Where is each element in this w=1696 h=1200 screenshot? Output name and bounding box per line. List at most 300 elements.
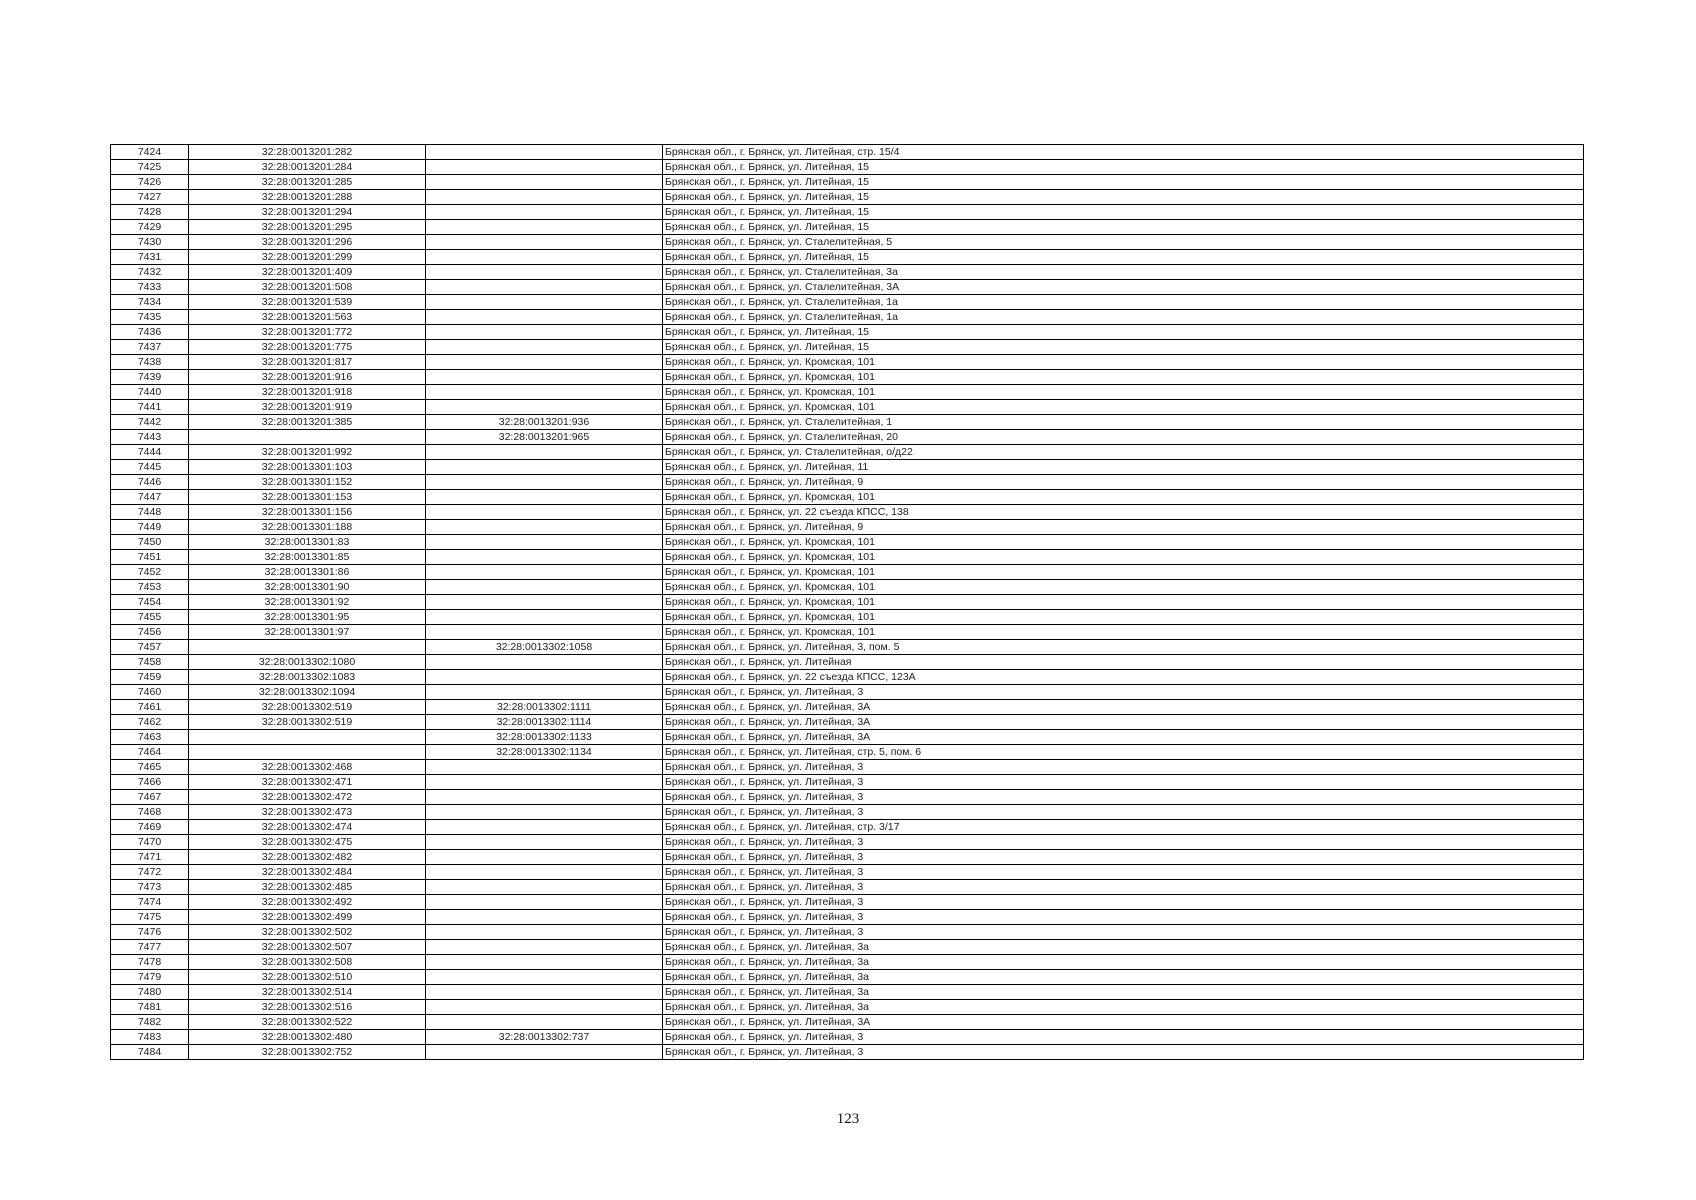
cadastral-number-cell: 32:28:0013201:285 <box>189 175 426 190</box>
related-cadastral-number-cell <box>426 655 663 670</box>
cadastral-number-cell: 32:28:0013201:916 <box>189 370 426 385</box>
cadastral-number-cell: 32:28:0013201:775 <box>189 340 426 355</box>
row-number-cell: 7451 <box>111 550 189 565</box>
page-number: 123 <box>836 1111 860 1127</box>
cadastral-number-cell: 32:28:0013302:507 <box>189 940 426 955</box>
cadastral-number-cell: 32:28:0013201:296 <box>189 235 426 250</box>
address-cell: Брянская обл., г. Брянск, ул. Сталелитейная, 3А <box>663 280 1584 295</box>
table-row <box>111 670 1584 685</box>
related-cadastral-number-cell: 32:28:0013201:936 <box>426 415 663 430</box>
address-cell: Брянская обл., г. Брянск, ул. Литейная, 3 <box>663 775 1584 790</box>
related-cadastral-number-cell <box>426 355 663 370</box>
related-cadastral-number-cell <box>426 520 663 535</box>
registry-table <box>110 144 1584 1060</box>
cadastral-number-cell: 32:28:0013201:918 <box>189 385 426 400</box>
address-cell: Брянская обл., г. Брянск, ул. Литейная, 15 <box>663 325 1584 340</box>
address-cell: Брянская обл., г. Брянск, ул. Литейная, 3а <box>663 970 1584 985</box>
table-row <box>111 925 1584 940</box>
table-row <box>111 445 1584 460</box>
row-number-cell: 7431 <box>111 250 189 265</box>
related-cadastral-number-cell <box>426 400 663 415</box>
cadastral-number-cell: 32:28:0013302:480 <box>189 1030 426 1045</box>
cadastral-number-cell: 32:28:0013302:485 <box>189 880 426 895</box>
row-number-cell: 7484 <box>111 1045 189 1060</box>
table-row <box>111 880 1584 895</box>
row-number-cell: 7443 <box>111 430 189 445</box>
table-row <box>111 805 1584 820</box>
address-cell: Брянская обл., г. Брянск, ул. Сталелитейная, 5 <box>663 235 1584 250</box>
related-cadastral-number-cell <box>426 580 663 595</box>
table-row <box>111 655 1584 670</box>
row-number-cell: 7439 <box>111 370 189 385</box>
table-row <box>111 700 1584 715</box>
address-cell: Брянская обл., г. Брянск, ул. Литейная, 3а <box>663 940 1584 955</box>
related-cadastral-number-cell <box>426 940 663 955</box>
cadastral-number-cell: 32:28:0013201:294 <box>189 205 426 220</box>
table-row <box>111 265 1584 280</box>
table-row <box>111 850 1584 865</box>
table-row <box>111 520 1584 535</box>
table-row <box>111 355 1584 370</box>
cadastral-number-cell: 32:28:0013301:85 <box>189 550 426 565</box>
related-cadastral-number-cell <box>426 670 663 685</box>
address-cell: Брянская обл., г. Брянск, ул. Литейная, 3 <box>663 850 1584 865</box>
row-number-cell: 7455 <box>111 610 189 625</box>
related-cadastral-number-cell <box>426 220 663 235</box>
related-cadastral-number-cell <box>426 985 663 1000</box>
row-number-cell: 7483 <box>111 1030 189 1045</box>
address-cell: Брянская обл., г. Брянск, ул. Литейная, 15 <box>663 340 1584 355</box>
related-cadastral-number-cell <box>426 175 663 190</box>
row-number-cell: 7476 <box>111 925 189 940</box>
related-cadastral-number-cell <box>426 775 663 790</box>
table-row <box>111 1000 1584 1015</box>
table-row <box>111 235 1584 250</box>
table-row <box>111 775 1584 790</box>
address-cell: Брянская обл., г. Брянск, ул. Литейная, 3 <box>663 805 1584 820</box>
row-number-cell: 7427 <box>111 190 189 205</box>
related-cadastral-number-cell <box>426 295 663 310</box>
address-cell: Брянская обл., г. Брянск, ул. Кромская, 101 <box>663 385 1584 400</box>
related-cadastral-number-cell <box>426 910 663 925</box>
related-cadastral-number-cell <box>426 955 663 970</box>
row-number-cell: 7436 <box>111 325 189 340</box>
related-cadastral-number-cell <box>426 1000 663 1015</box>
table-row <box>111 490 1584 505</box>
row-number-cell: 7468 <box>111 805 189 820</box>
cadastral-number-cell: 32:28:0013201:282 <box>189 145 426 160</box>
row-number-cell: 7441 <box>111 400 189 415</box>
row-number-cell: 7429 <box>111 220 189 235</box>
row-number-cell: 7473 <box>111 880 189 895</box>
row-number-cell: 7448 <box>111 505 189 520</box>
row-number-cell: 7452 <box>111 565 189 580</box>
address-cell: Брянская обл., г. Брянск, ул. Сталелитейная, 3а <box>663 265 1584 280</box>
table-row <box>111 1045 1584 1060</box>
row-number-cell: 7432 <box>111 265 189 280</box>
related-cadastral-number-cell <box>426 610 663 625</box>
address-cell: Брянская обл., г. Брянск, ул. Литейная, 9 <box>663 475 1584 490</box>
row-number-cell: 7453 <box>111 580 189 595</box>
row-number-cell: 7465 <box>111 760 189 775</box>
cadastral-number-cell: 32:28:0013201:288 <box>189 190 426 205</box>
related-cadastral-number-cell <box>426 895 663 910</box>
row-number-cell: 7467 <box>111 790 189 805</box>
related-cadastral-number-cell <box>426 835 663 850</box>
row-number-cell: 7442 <box>111 415 189 430</box>
row-number-cell: 7474 <box>111 895 189 910</box>
related-cadastral-number-cell: 32:28:0013302:1111 <box>426 700 663 715</box>
address-cell: Брянская обл., г. Брянск, ул. Литейная, стр. 3/17 <box>663 820 1584 835</box>
address-cell: Брянская обл., г. Брянск, ул. Литейная, 3а <box>663 955 1584 970</box>
table-row <box>111 820 1584 835</box>
address-cell: Брянская обл., г. Брянск, ул. Литейная, 3 <box>663 910 1584 925</box>
table-row <box>111 565 1584 580</box>
address-cell: Брянская обл., г. Брянск, ул. Сталелитейная, 1а <box>663 310 1584 325</box>
related-cadastral-number-cell <box>426 1015 663 1030</box>
cadastral-number-cell: 32:28:0013302:492 <box>189 895 426 910</box>
cadastral-number-cell: 32:28:0013302:752 <box>189 1045 426 1060</box>
table-row <box>111 415 1584 430</box>
address-cell: Брянская обл., г. Брянск, ул. Кромская, 101 <box>663 565 1584 580</box>
cadastral-number-cell <box>189 745 426 760</box>
table-row <box>111 745 1584 760</box>
related-cadastral-number-cell: 32:28:0013302:1134 <box>426 745 663 760</box>
related-cadastral-number-cell <box>426 145 663 160</box>
address-cell: Брянская обл., г. Брянск, ул. Сталелитейная, 1 <box>663 415 1584 430</box>
related-cadastral-number-cell <box>426 595 663 610</box>
row-number-cell: 7444 <box>111 445 189 460</box>
address-cell: Брянская обл., г. Брянск, ул. Литейная, стр. 15/4 <box>663 145 1584 160</box>
related-cadastral-number-cell: 32:28:0013302:737 <box>426 1030 663 1045</box>
related-cadastral-number-cell <box>426 325 663 340</box>
cadastral-number-cell: 32:28:0013201:295 <box>189 220 426 235</box>
address-cell: Брянская обл., г. Брянск, ул. Литейная, 15 <box>663 250 1584 265</box>
cadastral-number-cell: 32:28:0013201:772 <box>189 325 426 340</box>
address-cell: Брянская обл., г. Брянск, ул. Литейная, 3 <box>663 835 1584 850</box>
related-cadastral-number-cell <box>426 490 663 505</box>
address-cell: Брянская обл., г. Брянск, ул. Литейная, 3 <box>663 895 1584 910</box>
cadastral-number-cell: 32:28:0013302:472 <box>189 790 426 805</box>
row-number-cell: 7450 <box>111 535 189 550</box>
address-cell: Брянская обл., г. Брянск, ул. Литейная, 15 <box>663 175 1584 190</box>
related-cadastral-number-cell <box>426 850 663 865</box>
address-cell: Брянская обл., г. Брянск, ул. Сталелитейная, 20 <box>663 430 1584 445</box>
row-number-cell: 7477 <box>111 940 189 955</box>
cadastral-number-cell: 32:28:0013302:468 <box>189 760 426 775</box>
cadastral-number-cell: 32:28:0013201:284 <box>189 160 426 175</box>
table-row <box>111 640 1584 655</box>
address-cell: Брянская обл., г. Брянск, ул. 22 съезда КПСС, 138 <box>663 505 1584 520</box>
address-cell: Брянская обл., г. Брянск, ул. Литейная, 3, пом. 5 <box>663 640 1584 655</box>
cadastral-number-cell: 32:28:0013201:539 <box>189 295 426 310</box>
table-row <box>111 1030 1584 1045</box>
table-row <box>111 310 1584 325</box>
related-cadastral-number-cell <box>426 865 663 880</box>
related-cadastral-number-cell: 32:28:0013302:1133 <box>426 730 663 745</box>
cadastral-number-cell: 32:28:0013302:473 <box>189 805 426 820</box>
cadastral-number-cell: 32:28:0013302:510 <box>189 970 426 985</box>
table-row <box>111 625 1584 640</box>
row-number-cell: 7446 <box>111 475 189 490</box>
table-row <box>111 190 1584 205</box>
row-number-cell: 7481 <box>111 1000 189 1015</box>
table-row <box>111 220 1584 235</box>
table-row <box>111 145 1584 160</box>
cadastral-number-cell: 32:28:0013302:514 <box>189 985 426 1000</box>
cadastral-number-cell: 32:28:0013201:409 <box>189 265 426 280</box>
related-cadastral-number-cell <box>426 565 663 580</box>
related-cadastral-number-cell <box>426 385 663 400</box>
table-row <box>111 325 1584 340</box>
related-cadastral-number-cell <box>426 625 663 640</box>
related-cadastral-number-cell <box>426 340 663 355</box>
row-number-cell: 7433 <box>111 280 189 295</box>
address-cell: Брянская обл., г. Брянск, ул. Кромская, 101 <box>663 625 1584 640</box>
row-number-cell: 7425 <box>111 160 189 175</box>
row-number-cell: 7437 <box>111 340 189 355</box>
address-cell: Брянская обл., г. Брянск, ул. Литейная, 9 <box>663 520 1584 535</box>
table-row <box>111 895 1584 910</box>
address-cell: Брянская обл., г. Брянск, ул. Сталелитейная, о/д22 <box>663 445 1584 460</box>
related-cadastral-number-cell <box>426 805 663 820</box>
row-number-cell: 7434 <box>111 295 189 310</box>
address-cell: Брянская обл., г. Брянск, ул. Кромская, 101 <box>663 535 1584 550</box>
cadastral-number-cell <box>189 430 426 445</box>
table-row <box>111 940 1584 955</box>
row-number-cell: 7469 <box>111 820 189 835</box>
address-cell: Брянская обл., г. Брянск, ул. Литейная, 3а <box>663 1000 1584 1015</box>
related-cadastral-number-cell <box>426 460 663 475</box>
address-cell: Брянская обл., г. Брянск, ул. Литейная, 3А <box>663 730 1584 745</box>
cadastral-number-cell: 32:28:0013301:90 <box>189 580 426 595</box>
cadastral-number-cell: 32:28:0013302:1080 <box>189 655 426 670</box>
address-cell: Брянская обл., г. Брянск, ул. Литейная, 3а <box>663 985 1584 1000</box>
cadastral-number-cell: 32:28:0013301:83 <box>189 535 426 550</box>
cadastral-number-cell: 32:28:0013301:152 <box>189 475 426 490</box>
related-cadastral-number-cell <box>426 205 663 220</box>
row-number-cell: 7475 <box>111 910 189 925</box>
address-cell: Брянская обл., г. Брянск, ул. Литейная, стр. 5, пом. 6 <box>663 745 1584 760</box>
cadastral-number-cell: 32:28:0013301:92 <box>189 595 426 610</box>
cadastral-number-cell: 32:28:0013302:519 <box>189 715 426 730</box>
row-number-cell: 7440 <box>111 385 189 400</box>
address-cell: Брянская обл., г. Брянск, ул. Кромская, 101 <box>663 370 1584 385</box>
table-row <box>111 1015 1584 1030</box>
related-cadastral-number-cell <box>426 505 663 520</box>
table-row <box>111 970 1584 985</box>
related-cadastral-number-cell <box>426 160 663 175</box>
row-number-cell: 7428 <box>111 205 189 220</box>
address-cell: Брянская обл., г. Брянск, ул. Литейная, 3А <box>663 715 1584 730</box>
related-cadastral-number-cell <box>426 190 663 205</box>
address-cell: Брянская обл., г. Брянск, ул. Литейная, 3А <box>663 700 1584 715</box>
row-number-cell: 7435 <box>111 310 189 325</box>
row-number-cell: 7430 <box>111 235 189 250</box>
table-row <box>111 595 1584 610</box>
cadastral-number-cell: 32:28:0013201:385 <box>189 415 426 430</box>
address-cell: Брянская обл., г. Брянск, ул. Сталелитейная, 1а <box>663 295 1584 310</box>
row-number-cell: 7471 <box>111 850 189 865</box>
related-cadastral-number-cell <box>426 970 663 985</box>
row-number-cell: 7460 <box>111 685 189 700</box>
cadastral-number-cell: 32:28:0013201:563 <box>189 310 426 325</box>
cadastral-number-cell: 32:28:0013302:475 <box>189 835 426 850</box>
table-row <box>111 475 1584 490</box>
cadastral-number-cell: 32:28:0013302:1083 <box>189 670 426 685</box>
table-row <box>111 535 1584 550</box>
cadastral-number-cell: 32:28:0013302:522 <box>189 1015 426 1030</box>
cadastral-number-cell: 32:28:0013302:474 <box>189 820 426 835</box>
row-number-cell: 7449 <box>111 520 189 535</box>
address-cell: Брянская обл., г. Брянск, ул. Литейная <box>663 655 1584 670</box>
related-cadastral-number-cell: 32:28:0013201:965 <box>426 430 663 445</box>
table-row <box>111 505 1584 520</box>
address-cell: Брянская обл., г. Брянск, ул. Литейная, 3 <box>663 925 1584 940</box>
table-row <box>111 610 1584 625</box>
table-row <box>111 175 1584 190</box>
address-cell: Брянская обл., г. Брянск, ул. Литейная, 3А <box>663 1015 1584 1030</box>
cadastral-number-cell: 32:28:0013302:482 <box>189 850 426 865</box>
cadastral-number-cell: 32:28:0013302:516 <box>189 1000 426 1015</box>
cadastral-number-cell: 32:28:0013302:499 <box>189 910 426 925</box>
table-row <box>111 835 1584 850</box>
row-number-cell: 7464 <box>111 745 189 760</box>
row-number-cell: 7458 <box>111 655 189 670</box>
table-row <box>111 280 1584 295</box>
related-cadastral-number-cell <box>426 280 663 295</box>
address-cell: Брянская обл., г. Брянск, ул. Литейная, 15 <box>663 205 1584 220</box>
cadastral-number-cell: 32:28:0013201:817 <box>189 355 426 370</box>
cadastral-number-cell: 32:28:0013301:153 <box>189 490 426 505</box>
table-row <box>111 460 1584 475</box>
table-row <box>111 550 1584 565</box>
table-row <box>111 295 1584 310</box>
row-number-cell: 7462 <box>111 715 189 730</box>
table-row <box>111 340 1584 355</box>
related-cadastral-number-cell <box>426 370 663 385</box>
table-row <box>111 385 1584 400</box>
registry-table-body <box>111 145 1584 1060</box>
row-number-cell: 7459 <box>111 670 189 685</box>
related-cadastral-number-cell <box>426 820 663 835</box>
row-number-cell: 7478 <box>111 955 189 970</box>
table-row <box>111 430 1584 445</box>
cadastral-number-cell: 32:28:0013201:299 <box>189 250 426 265</box>
related-cadastral-number-cell <box>426 475 663 490</box>
cadastral-number-cell: 32:28:0013302:484 <box>189 865 426 880</box>
table-row <box>111 985 1584 1000</box>
address-cell: Брянская обл., г. Брянск, ул. Литейная, 3 <box>663 760 1584 775</box>
related-cadastral-number-cell: 32:28:0013302:1058 <box>426 640 663 655</box>
row-number-cell: 7470 <box>111 835 189 850</box>
cadastral-number-cell: 32:28:0013301:95 <box>189 610 426 625</box>
related-cadastral-number-cell <box>426 760 663 775</box>
related-cadastral-number-cell <box>426 550 663 565</box>
cadastral-number-cell: 32:28:0013302:471 <box>189 775 426 790</box>
table-row <box>111 910 1584 925</box>
related-cadastral-number-cell <box>426 685 663 700</box>
cadastral-number-cell: 32:28:0013201:508 <box>189 280 426 295</box>
row-number-cell: 7447 <box>111 490 189 505</box>
table-row <box>111 715 1584 730</box>
table-row <box>111 760 1584 775</box>
address-cell: Брянская обл., г. Брянск, ул. Литейная, 3 <box>663 790 1584 805</box>
address-cell: Брянская обл., г. Брянск, ул. Кромская, 101 <box>663 550 1584 565</box>
cadastral-number-cell: 32:28:0013201:919 <box>189 400 426 415</box>
row-number-cell: 7445 <box>111 460 189 475</box>
row-number-cell: 7426 <box>111 175 189 190</box>
address-cell: Брянская обл., г. Брянск, ул. Литейная, 15 <box>663 220 1584 235</box>
cadastral-number-cell: 32:28:0013302:508 <box>189 955 426 970</box>
table-row <box>111 580 1584 595</box>
related-cadastral-number-cell: 32:28:0013302:1114 <box>426 715 663 730</box>
address-cell: Брянская обл., г. Брянск, ул. Кромская, 101 <box>663 400 1584 415</box>
address-cell: Брянская обл., г. Брянск, ул. Кромская, 101 <box>663 490 1584 505</box>
table-row <box>111 730 1584 745</box>
table-row <box>111 955 1584 970</box>
cadastral-number-cell: 32:28:0013201:992 <box>189 445 426 460</box>
row-number-cell: 7454 <box>111 595 189 610</box>
table-row <box>111 790 1584 805</box>
related-cadastral-number-cell <box>426 535 663 550</box>
related-cadastral-number-cell <box>426 790 663 805</box>
row-number-cell: 7424 <box>111 145 189 160</box>
table-row <box>111 250 1584 265</box>
address-cell: Брянская обл., г. Брянск, ул. Литейная, 3 <box>663 685 1584 700</box>
related-cadastral-number-cell <box>426 250 663 265</box>
row-number-cell: 7457 <box>111 640 189 655</box>
cadastral-number-cell: 32:28:0013301:97 <box>189 625 426 640</box>
cadastral-number-cell <box>189 640 426 655</box>
cadastral-number-cell: 32:28:0013301:156 <box>189 505 426 520</box>
row-number-cell: 7461 <box>111 700 189 715</box>
row-number-cell: 7438 <box>111 355 189 370</box>
related-cadastral-number-cell <box>426 445 663 460</box>
table-row <box>111 205 1584 220</box>
related-cadastral-number-cell <box>426 265 663 280</box>
table-row <box>111 370 1584 385</box>
related-cadastral-number-cell <box>426 925 663 940</box>
row-number-cell: 7472 <box>111 865 189 880</box>
cadastral-number-cell <box>189 730 426 745</box>
table-row <box>111 160 1584 175</box>
cadastral-number-cell: 32:28:0013301:103 <box>189 460 426 475</box>
row-number-cell: 7479 <box>111 970 189 985</box>
cadastral-number-cell: 32:28:0013302:1094 <box>189 685 426 700</box>
address-cell: Брянская обл., г. Брянск, ул. Кромская, 101 <box>663 610 1584 625</box>
address-cell: Брянская обл., г. Брянск, ул. Кромская, 101 <box>663 355 1584 370</box>
address-cell: Брянская обл., г. Брянск, ул. Литейная, 3 <box>663 880 1584 895</box>
address-cell: Брянская обл., г. Брянск, ул. Литейная, 15 <box>663 160 1584 175</box>
table-row <box>111 685 1584 700</box>
address-cell: Брянская обл., г. Брянск, ул. Литейная, 3 <box>663 1030 1584 1045</box>
related-cadastral-number-cell <box>426 310 663 325</box>
cadastral-number-cell: 32:28:0013301:188 <box>189 520 426 535</box>
address-cell: Брянская обл., г. Брянск, ул. Литейная, 15 <box>663 190 1584 205</box>
related-cadastral-number-cell <box>426 880 663 895</box>
cadastral-number-cell: 32:28:0013302:502 <box>189 925 426 940</box>
row-number-cell: 7463 <box>111 730 189 745</box>
address-cell: Брянская обл., г. Брянск, ул. Литейная, 3 <box>663 1045 1584 1060</box>
row-number-cell: 7480 <box>111 985 189 1000</box>
row-number-cell: 7456 <box>111 625 189 640</box>
address-cell: Брянская обл., г. Брянск, ул. Литейная, 3 <box>663 865 1584 880</box>
cadastral-number-cell: 32:28:0013301:86 <box>189 565 426 580</box>
table-row <box>111 400 1584 415</box>
address-cell: Брянская обл., г. Брянск, ул. Кромская, 101 <box>663 580 1584 595</box>
table-row <box>111 865 1584 880</box>
